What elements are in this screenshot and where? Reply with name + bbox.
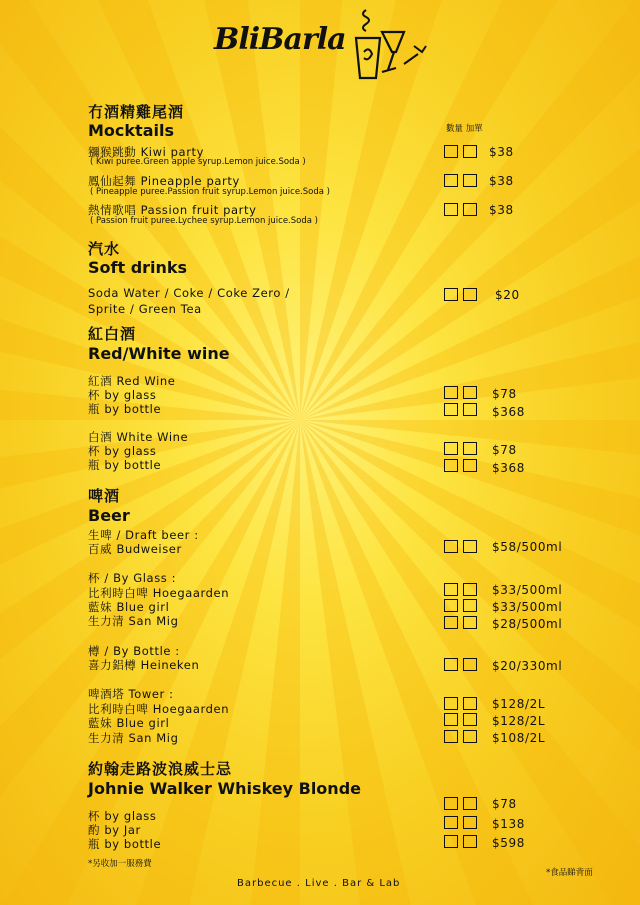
menu-item-price: $38	[489, 145, 514, 159]
tower-price: $128/2L	[492, 714, 546, 728]
soft-price: $20	[495, 288, 520, 302]
order-checkboxes[interactable]	[444, 730, 477, 743]
menu-item-name: 獼猴跳動 Kiwi party	[88, 145, 205, 159]
order-checkboxes[interactable]	[444, 697, 477, 710]
red-wine-bottle: 瓶 by bottle	[88, 402, 162, 416]
menu-item-desc: ( Passion fruit puree.Lychee syrup.Lemon juice.Soda )	[90, 216, 318, 226]
order-checkboxes[interactable]	[444, 797, 477, 810]
mocktails-title-zh: 冇酒精雞尾酒	[88, 103, 185, 121]
glass-item: 比利時白啤 Hoegaarden	[88, 586, 230, 600]
whiskey-price: $598	[492, 836, 525, 850]
order-checkboxes[interactable]	[444, 835, 477, 848]
order-checkboxes[interactable]	[444, 658, 477, 671]
footer-tagline: Barbecue . Live . Bar & Lab	[237, 878, 401, 889]
red-wine-name: 紅酒 Red Wine	[88, 374, 176, 388]
menu-item-name: 鳳仙起舞 Pineapple party	[88, 174, 240, 188]
order-checkboxes[interactable]	[444, 403, 477, 416]
order-checkboxes[interactable]	[444, 616, 477, 629]
column-header: 數量 加單	[446, 124, 483, 134]
white-wine-price-glass: $78	[492, 443, 517, 457]
order-checkboxes[interactable]	[444, 386, 477, 399]
order-checkboxes[interactable]	[444, 713, 477, 726]
whiskey-item: 杯 by glass	[88, 809, 157, 823]
menu-item-price: $38	[489, 174, 514, 188]
order-checkboxes[interactable]	[444, 145, 477, 158]
whiskey-price: $78	[492, 797, 517, 811]
whiskey-price: $138	[492, 817, 525, 831]
soft-title-en: Soft drinks	[88, 258, 188, 277]
soft-line-1: Soda Water / Coke / Coke Zero /	[88, 286, 290, 300]
draft-price: $58/500ml	[492, 540, 563, 554]
menu-item-name: 熱情歌唱 Passion fruit party	[88, 203, 257, 217]
order-checkboxes[interactable]	[444, 583, 477, 596]
white-wine-bottle: 瓶 by bottle	[88, 458, 162, 472]
glass-price: $33/500ml	[492, 600, 563, 614]
draft-label: 生啤 / Draft beer :	[88, 528, 199, 542]
menu-item-price: $38	[489, 203, 514, 217]
draft-item: 百威 Budweiser	[88, 542, 182, 556]
bottle-label: 樽 / By Bottle :	[88, 644, 180, 658]
tower-item: 生力清 San Mig	[88, 731, 179, 745]
bottle-price: $20/330ml	[492, 659, 563, 673]
glass-price: $33/500ml	[492, 583, 563, 597]
order-checkboxes[interactable]	[444, 288, 477, 301]
bottle-item: 喜力鋁樽 Heineken	[88, 658, 200, 672]
white-wine-glass: 杯 by glass	[88, 444, 157, 458]
menu-item-desc: ( Kiwi puree.Green apple syrup.Lemon juice.Soda )	[90, 157, 306, 167]
service-charge-note: *另收加一服務費	[88, 859, 152, 869]
order-checkboxes[interactable]	[444, 459, 477, 472]
beer-title-zh: 啤酒	[88, 487, 121, 505]
glass-label: 杯 / By Glass :	[88, 571, 177, 585]
tower-item: 藍妹 Blue girl	[88, 716, 170, 730]
food-menu-note: *食品睇背面	[546, 868, 593, 878]
order-checkboxes[interactable]	[444, 599, 477, 612]
tower-price: $108/2L	[492, 731, 546, 745]
menu-item-desc: ( Pineapple puree.Passion fruit syrup.Lemon juice.Soda )	[90, 187, 330, 197]
glass-price: $28/500ml	[492, 617, 563, 631]
tower-item: 比利時白啤 Hoegaarden	[88, 702, 230, 716]
red-wine-price-bottle: $368	[492, 405, 525, 419]
drinks-cup-icon	[352, 6, 430, 82]
whiskey-title-en: Johnie Walker Whiskey Blonde	[88, 779, 361, 798]
whiskey-item: 瓶 by bottle	[88, 837, 162, 851]
tower-price: $128/2L	[492, 697, 546, 711]
white-wine-name: 白酒 White Wine	[88, 430, 189, 444]
order-checkboxes[interactable]	[444, 174, 477, 187]
glass-item: 藍妹 Blue girl	[88, 600, 170, 614]
order-checkboxes[interactable]	[444, 203, 477, 216]
order-checkboxes[interactable]	[444, 442, 477, 455]
soft-line-2: Sprite / Green Tea	[88, 302, 202, 316]
beer-title-en: Beer	[88, 506, 130, 525]
mocktails-title-en: Mocktails	[88, 121, 174, 140]
order-checkboxes[interactable]	[444, 816, 477, 829]
wine-title-en: Red/White wine	[88, 344, 230, 363]
wine-title-zh: 紅白酒	[88, 325, 137, 343]
red-wine-price-glass: $78	[492, 387, 517, 401]
whiskey-item: 酌 by Jar	[88, 823, 141, 837]
whiskey-title-zh: 約翰走路波浪威士忌	[88, 760, 233, 778]
glass-item: 生力清 San Mig	[88, 614, 179, 628]
logo-text: BliBarla	[214, 22, 346, 57]
red-wine-glass: 杯 by glass	[88, 388, 157, 402]
tower-label: 啤酒塔 Tower :	[88, 687, 174, 701]
order-checkboxes[interactable]	[444, 540, 477, 553]
soft-title-zh: 汽水	[88, 240, 121, 258]
white-wine-price-bottle: $368	[492, 461, 525, 475]
